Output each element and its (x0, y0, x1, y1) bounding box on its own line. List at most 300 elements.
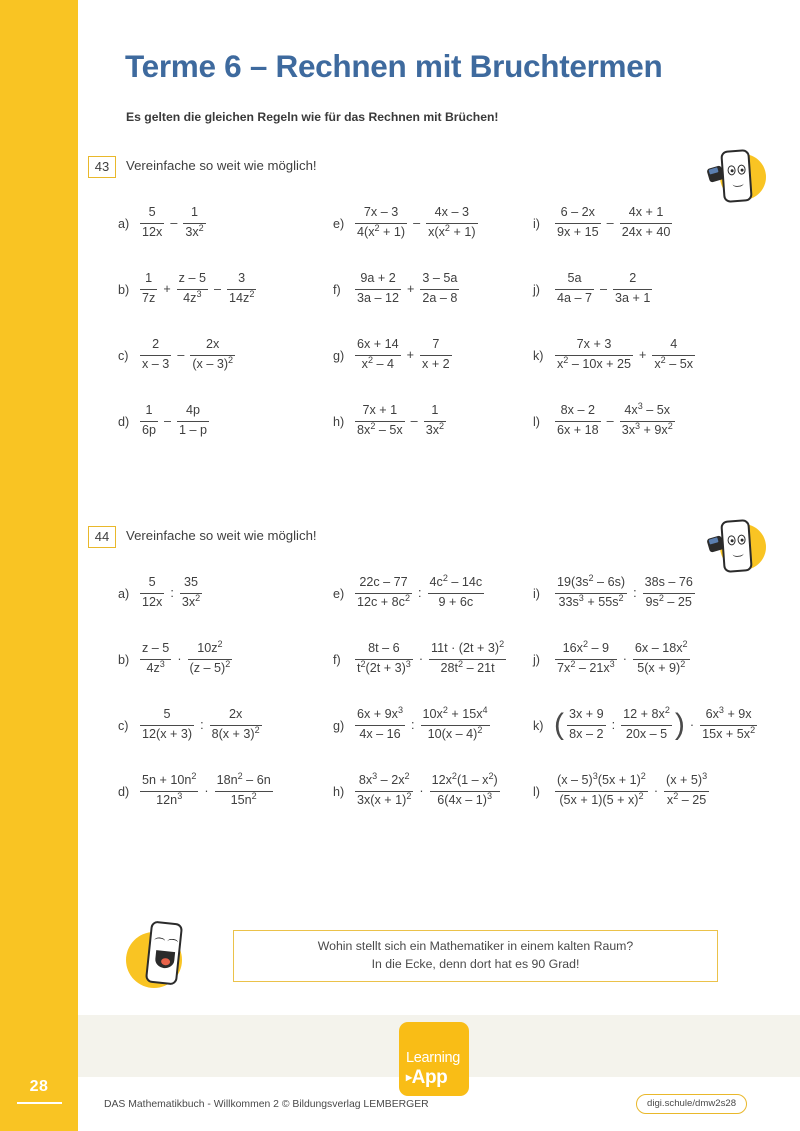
mascot-eye-left (727, 165, 736, 176)
fraction-numerator: $4x^3 - 5x$ (624, 401, 671, 418)
item-label: c) (118, 718, 129, 733)
fraction (641, 575, 697, 610)
fraction-denominator: $4z^3$ (146, 658, 165, 675)
math-operator: + (407, 282, 415, 296)
fraction (138, 641, 173, 676)
math-operator: – (413, 216, 421, 230)
page-content (78, 0, 800, 1131)
fraction-denominator: $3x(x + 1)^2$ (357, 790, 412, 807)
learning-app-badge[interactable] (399, 1022, 469, 1096)
fraction-denominator: 1 – p (179, 423, 208, 437)
fraction (138, 707, 196, 742)
item-expression (353, 575, 486, 610)
fraction-bar (426, 223, 477, 224)
fraction-denominator: 10(x – 4)$^2$ (427, 724, 483, 741)
fraction-bar (355, 725, 405, 726)
math-operator: : (170, 586, 174, 600)
fraction-numerator: 5a (567, 271, 582, 286)
mascot-smile (732, 551, 743, 558)
item-expression (353, 271, 461, 306)
exercise-column (333, 560, 543, 824)
fraction-numerator: $19(3s^2 - 6s)$ (557, 573, 626, 590)
fraction-bar (177, 289, 208, 290)
math-operator: + (163, 282, 171, 296)
mascot-eye-right (737, 164, 746, 175)
fraction-denominator: 3a – 12 (357, 291, 400, 305)
fraction-denominator: $3x^3 + 9x^2$ (621, 420, 673, 437)
learning-app-label-1: Learning (406, 1050, 461, 1066)
fraction-bar (215, 791, 273, 792)
fraction (553, 271, 596, 306)
exercise-item (533, 626, 783, 692)
mascot-laughing-icon (126, 922, 200, 992)
item-expression (553, 205, 674, 240)
fraction-denominator: 12x (142, 225, 163, 239)
fraction-bar (555, 659, 617, 660)
fraction (418, 337, 454, 372)
exercise-item (533, 256, 783, 322)
fraction (422, 403, 448, 438)
item-expression (138, 575, 204, 610)
fraction-bar (700, 725, 757, 726)
exercise-item (118, 758, 343, 824)
fraction-numerator: 2x (228, 707, 243, 722)
item-label: l) (533, 414, 540, 429)
exercise-item (118, 388, 343, 454)
fraction (225, 271, 258, 306)
fraction-numerator: 7x + 3 (576, 337, 612, 352)
item-label: k) (533, 718, 544, 733)
exercise-item (533, 560, 783, 626)
exercise-43-number: 43 (88, 156, 116, 178)
fraction-denominator: $x(x^2 + 1)$ (428, 222, 476, 239)
item-expression (553, 707, 759, 742)
item-label: a) (118, 216, 130, 231)
fraction-denominator: 12(x + 3) (142, 727, 193, 741)
fraction-numerator: 2x (206, 337, 220, 352)
exercise-item (333, 322, 543, 388)
fraction (138, 773, 200, 808)
play-triangle-icon: ▸ (406, 1070, 412, 1084)
math-operator: · (204, 784, 209, 798)
item-label: d) (118, 414, 130, 429)
fraction-bar (620, 421, 675, 422)
fraction-numerator: 3 – 5a (422, 271, 458, 286)
fraction-numerator: 2 (629, 271, 637, 286)
fraction (138, 575, 166, 610)
fraction-numerator: $11t \cdot (2t + 3)^2$ (431, 639, 505, 656)
page-spine (0, 0, 78, 1131)
copyright-text: DAS Mathematikbuch - Willkommen 2 © Bildungsverlag LEMBERGER (104, 1099, 429, 1110)
fraction-numerator: 35 (183, 575, 198, 590)
fraction-numerator: 7x – 3 (363, 205, 399, 220)
math-operator: · (689, 718, 695, 732)
fraction-numerator: 38s – 76 (644, 575, 693, 590)
fraction (178, 575, 204, 610)
math-operator: – (170, 216, 178, 230)
fraction (650, 337, 697, 372)
learning-app-label-2: ▸App (406, 1067, 448, 1088)
fraction-numerator: 8x – 2 (560, 403, 595, 418)
fraction-denominator: 9x + 15 (557, 225, 599, 239)
fraction (181, 205, 207, 240)
fraction (138, 403, 160, 438)
fraction-numerator: 4x – 3 (434, 205, 469, 220)
fraction (138, 337, 173, 372)
fraction-numerator: 7 (432, 337, 440, 352)
item-expression (138, 641, 234, 676)
item-expression (353, 337, 454, 372)
fraction (138, 271, 159, 306)
math-operator: · (622, 652, 627, 666)
fraction-denominator: $7x^2 - 21x^3$ (557, 658, 615, 675)
exercise-43-instruction: Vereinfache so weit wie möglich! (126, 158, 317, 173)
fraction-bar (140, 659, 171, 660)
item-expression (553, 271, 654, 306)
fraction-denominator: 24x + 40 (621, 225, 671, 239)
fraction (618, 403, 677, 438)
mascot-eye-right (737, 534, 746, 545)
fraction (553, 773, 650, 808)
fraction-bar (613, 289, 652, 290)
fraction-numerator: 6 – 2x (560, 205, 595, 220)
item-label: i) (533, 216, 540, 231)
fraction-denominator: 4x – 16 (359, 727, 401, 741)
fraction-bar (355, 791, 413, 792)
fraction-bar (555, 593, 627, 594)
fraction (175, 403, 211, 438)
math-operator: + (639, 348, 647, 362)
item-expression (553, 773, 711, 808)
fraction-bar (355, 421, 405, 422)
fraction-bar (355, 593, 412, 594)
math-operator: : (418, 586, 422, 600)
item-label: c) (118, 348, 129, 363)
item-label: h) (333, 414, 345, 429)
item-label: i) (533, 586, 540, 601)
fraction-numerator: 1 (145, 271, 153, 286)
fraction (175, 271, 210, 306)
item-expression (553, 575, 697, 610)
math-operator: : (411, 718, 415, 732)
fraction-denominator: 7z (142, 291, 156, 305)
fraction-denominator: (z – 5)$^2$ (189, 658, 231, 675)
item-expression (353, 707, 492, 742)
fraction-numerator: $(x - 5)^3(5x + 1)^2$ (557, 771, 646, 788)
joke-section (78, 920, 800, 992)
fraction (619, 707, 674, 742)
fraction-denominator: 6(4x – 1)$^3$ (437, 790, 493, 807)
exercise-item (533, 388, 783, 454)
fraction (353, 205, 409, 240)
exercise-item (118, 626, 343, 692)
item-label: j) (533, 652, 540, 667)
math-operator: – (177, 348, 185, 362)
fraction-bar (140, 355, 171, 356)
fraction-denominator: $4(x^2 + 1)$ (357, 222, 406, 239)
fraction (553, 575, 629, 610)
fraction (186, 641, 235, 676)
fraction (698, 707, 759, 742)
fraction-denominator: $t^2(2t + 3)^3$ (357, 658, 411, 675)
page-number-rule (17, 1102, 62, 1104)
fraction (353, 403, 407, 438)
fraction-bar (621, 725, 672, 726)
joke-line-2: In die Ecke, denn dort hat es 90 Grad! (371, 957, 580, 971)
fraction-denominator: x + 2 (422, 357, 450, 371)
fraction-denominator: 8x – 2 (569, 727, 604, 741)
fraction-denominator: $33s^3 + 55s^2$ (558, 592, 624, 609)
item-expression (138, 707, 264, 742)
exercise-column (333, 190, 543, 454)
exercise-item (118, 190, 343, 256)
fraction-denominator: $12c + 8c^2$ (357, 592, 411, 609)
fraction-numerator: 1 (191, 205, 199, 220)
fraction-numerator: $6x^3 + 9x$ (705, 705, 752, 722)
fraction (553, 205, 603, 240)
math-operator: · (653, 784, 659, 798)
fraction-bar (355, 289, 401, 290)
exercise-column (118, 190, 343, 454)
fraction-bar (355, 355, 401, 356)
math-operator: – (600, 282, 608, 296)
fraction-bar (555, 421, 601, 422)
fraction-numerator: $12 + 8x^2$ (623, 705, 670, 722)
fraction-denominator: 2a – 8 (422, 291, 458, 305)
fraction-numerator: $18n^2 - 6n$ (216, 771, 271, 788)
math-operator: : (611, 718, 616, 732)
fraction-numerator: 4 (670, 337, 678, 352)
fraction-denominator: 12x (142, 595, 163, 609)
fraction-bar (555, 791, 648, 792)
item-expression (353, 641, 508, 676)
exercise-item (333, 758, 543, 824)
math-operator: – (606, 414, 614, 428)
fraction-numerator: 1 (145, 403, 153, 418)
fraction-numerator: 5 (148, 575, 156, 590)
item-expression (138, 205, 208, 240)
fraction (208, 707, 264, 742)
fraction-denominator: $4z^3$ (183, 288, 202, 305)
item-label: e) (333, 586, 345, 601)
fraction-denominator: x – 3 (142, 357, 170, 371)
item-label: k) (533, 348, 544, 363)
math-operator: : (200, 718, 204, 732)
math-operator: – (213, 282, 221, 296)
exercise-item (118, 256, 343, 322)
page-title: Terme 6 – Rechnen mit Bruchtermen (125, 48, 663, 84)
joke-line-1: Wohin stellt sich ein Mathematiker in einem kalten Raum? (317, 939, 634, 954)
fraction-denominator: $15x + 5x^2$ (702, 724, 756, 741)
page-subtitle: Es gelten die gleichen Regeln wie für das Rechnen mit Brüchen! (126, 110, 499, 124)
fraction-denominator: $28t^2 - 21t$ (440, 658, 495, 675)
joke-box (233, 930, 718, 982)
exercise-item (533, 190, 783, 256)
fraction (353, 773, 415, 808)
fraction-denominator: $(5x + 1)(5 + x)^2$ (559, 790, 644, 807)
fraction-bar (555, 223, 601, 224)
fraction (611, 271, 654, 306)
item-expression (138, 337, 237, 372)
fraction-denominator: $9s^2 - 25$ (645, 592, 692, 609)
exercise-item (118, 692, 343, 758)
exercise-column (533, 190, 783, 454)
item-expression (353, 205, 480, 240)
exercise-item (118, 560, 343, 626)
exercise-column (118, 560, 343, 824)
fraction-denominator: $x^2 - 25$ (666, 790, 707, 807)
fraction (553, 641, 619, 676)
item-label: b) (118, 652, 130, 667)
fraction (631, 641, 692, 676)
item-label: j) (533, 282, 540, 297)
fraction-denominator: 4a – 7 (557, 291, 593, 305)
fraction-bar (652, 355, 695, 356)
fraction-denominator: $3x^2$ (425, 420, 445, 437)
fraction-numerator: 5 (163, 707, 171, 722)
fraction-numerator: 5 (148, 205, 156, 220)
exercise-item (333, 560, 543, 626)
fraction-denominator: (x – 3)$^2$ (192, 354, 234, 371)
fraction-numerator: 2 (152, 337, 160, 352)
page-number: 28 (29, 1078, 49, 1095)
item-label: e) (333, 216, 345, 231)
fraction-bar (555, 289, 594, 290)
fraction (565, 707, 608, 742)
fraction-bar (664, 791, 709, 792)
fraction (353, 707, 407, 742)
fraction (419, 707, 492, 742)
math-operator: · (418, 652, 424, 666)
fraction-denominator: $x^2 - 5x$ (654, 354, 694, 371)
exercise-item (333, 256, 543, 322)
item-expression (138, 773, 275, 808)
exercise-item (333, 190, 543, 256)
item-expression (553, 403, 677, 438)
fraction (618, 205, 675, 240)
fraction-bar (140, 791, 198, 792)
fraction (353, 337, 403, 372)
mascot-eye-left (154, 937, 166, 945)
fraction-numerator: $10x^2 + 15x^4$ (422, 705, 488, 722)
exercise-column (533, 560, 783, 824)
fraction-numerator: 4x + 1 (628, 205, 664, 220)
fraction (138, 205, 166, 240)
fraction-denominator: $3x^2$ (185, 222, 204, 239)
exercise-item (533, 322, 783, 388)
fraction-denominator: $3x^2$ (181, 592, 201, 609)
fraction-numerator: z – 5 (142, 641, 170, 656)
fraction-numerator: 4p (186, 403, 201, 418)
item-label: g) (333, 718, 345, 733)
fraction (353, 641, 415, 676)
fraction (213, 773, 275, 808)
fraction-numerator: 1 (431, 403, 439, 418)
fraction-numerator: 22c – 77 (359, 575, 408, 590)
fraction-bar (428, 593, 485, 594)
fraction-bar (643, 593, 695, 594)
item-label: l) (533, 784, 540, 799)
fraction-bar (140, 593, 164, 594)
fraction-denominator: $x^2 - 4$ (361, 354, 395, 371)
fraction-numerator: z – 5 (178, 271, 206, 286)
item-label: h) (333, 784, 345, 799)
math-operator: + (406, 348, 415, 362)
fraction-numerator: $8x^3 - 2x^2$ (358, 771, 410, 788)
fraction-numerator: 3x + 9 (569, 707, 604, 722)
item-label: b) (118, 282, 130, 297)
mascot-tongue (161, 958, 171, 966)
math-paren: ) (674, 707, 685, 741)
fraction-bar (140, 421, 158, 422)
fraction (188, 337, 237, 372)
fraction-bar (620, 223, 673, 224)
fraction-numerator: $16x^2 - 9$ (562, 639, 610, 656)
fraction (418, 271, 461, 306)
fraction-bar (420, 289, 459, 290)
exercise-44-instruction: Vereinfache so weit wie möglich! (126, 528, 317, 543)
fraction (427, 641, 508, 676)
math-operator: – (410, 414, 418, 428)
fraction-bar (140, 725, 194, 726)
fraction-bar (429, 659, 506, 660)
fraction (353, 575, 414, 610)
fraction-numerator: $5n + 10n^2$ (142, 771, 197, 788)
fraction-numerator: $10z^2$ (197, 639, 223, 656)
fraction-numerator: $6x - 18x^2$ (634, 639, 688, 656)
fraction-denominator: 6x + 18 (557, 423, 599, 437)
mascot-smile (732, 181, 743, 188)
fraction-numerator: 3 (238, 271, 246, 286)
exercise-44-number: 44 (88, 526, 116, 548)
fraction-bar (177, 421, 209, 422)
item-expression (553, 337, 697, 372)
exercise-item (333, 626, 543, 692)
fraction-denominator: $x^2 - 10x + 25$ (557, 354, 632, 371)
fraction-denominator: $12n^3$ (156, 790, 183, 807)
fraction-denominator: $8(x + 3)^2$ (211, 724, 260, 741)
math-operator: – (164, 414, 172, 428)
fraction-bar (420, 355, 452, 356)
item-label: d) (118, 784, 130, 799)
item-expression (138, 271, 258, 306)
exercise-item (333, 388, 543, 454)
fraction (428, 773, 502, 808)
math-paren: ( (554, 707, 564, 741)
fraction-numerator: 9a + 2 (360, 271, 396, 286)
item-label: g) (333, 348, 345, 363)
fraction-numerator: 6x + 14 (357, 337, 399, 352)
math-operator: · (419, 784, 424, 798)
fraction-denominator: $14z^2$ (229, 288, 255, 305)
exercise-item (533, 758, 783, 824)
fraction-numerator: $4c^2 - 14c$ (429, 573, 483, 590)
fraction-numerator: 7x + 1 (362, 403, 398, 418)
item-label: f) (333, 282, 341, 297)
exercise-item (118, 322, 343, 388)
fraction-bar (567, 725, 606, 726)
fraction-bar (355, 223, 407, 224)
digi-schule-url-pill[interactable]: digi.schule/dmw2s28 (636, 1094, 747, 1114)
fraction-denominator: $8x^2 - 5x$ (357, 420, 403, 437)
fraction (353, 271, 403, 306)
fraction (426, 575, 487, 610)
fraction-numerator: 8t – 6 (368, 641, 400, 656)
fraction-numerator: $6x + 9x^3$ (357, 705, 404, 722)
fraction-denominator: 9 + 6c (438, 595, 474, 609)
fraction-denominator: 6p (142, 423, 157, 437)
mascot-phone-body (145, 920, 183, 985)
